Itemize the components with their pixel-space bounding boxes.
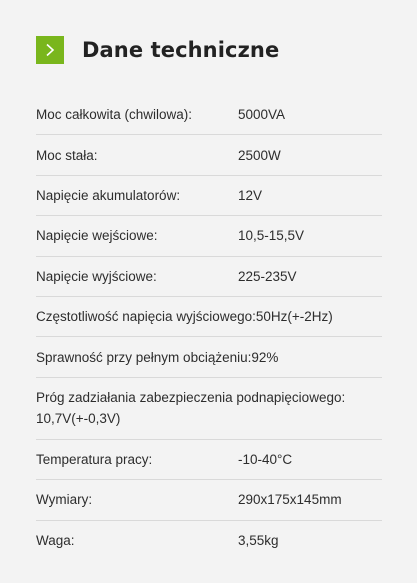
spec-text: Próg zadziałania zabezpieczenia podnapięciowego: 10,7V(+-0,3V) <box>36 389 346 426</box>
section-header <box>36 36 382 64</box>
spec-row-operating-temperature <box>36 440 382 480</box>
spec-value: 290x175x145mm <box>238 492 342 508</box>
spec-label: Napięcie wyjściowe: <box>36 268 157 284</box>
chevron-right-icon <box>36 36 64 64</box>
spec-value: 12V <box>238 187 263 203</box>
spec-label: Waga: <box>36 533 75 549</box>
spec-label: Temperatura pracy: <box>36 451 153 467</box>
spec-row-continuous-power <box>36 135 382 175</box>
spec-label: Napięcie wejściowe: <box>36 228 158 244</box>
spec-value: 5000VA <box>238 107 286 123</box>
spec-value: 225-235V <box>238 268 297 284</box>
spec-row-dimensions <box>36 480 382 520</box>
spec-text: Częstotliwość napięcia wyjściowego:50Hz(+-2Hz) <box>36 309 333 325</box>
spec-label: Wymiary: <box>36 492 93 508</box>
spec-row-total-power <box>36 95 382 135</box>
spec-row-battery-voltage <box>36 176 382 216</box>
spec-value: 3,55kg <box>238 533 279 549</box>
spec-row-undervoltage-threshold <box>36 378 382 440</box>
spec-value: -10-40°C <box>238 451 293 467</box>
spec-label: Napięcie akumulatorów: <box>36 187 181 203</box>
spec-row-weight <box>36 521 382 561</box>
spec-row-output-frequency <box>36 297 382 337</box>
spec-label: Moc całkowita (chwilowa): <box>36 107 193 123</box>
spec-text: Sprawność przy pełnym obciążeniu:92% <box>36 349 279 365</box>
spec-row-efficiency <box>36 337 382 377</box>
spec-label: Moc stała: <box>36 147 98 163</box>
section-title: Dane techniczne <box>82 38 280 62</box>
spec-value: 10,5-15,5V <box>238 228 305 244</box>
spec-value: 2500W <box>238 147 281 163</box>
spec-row-input-voltage <box>36 216 382 256</box>
specs-list <box>36 95 382 561</box>
spec-row-output-voltage <box>36 257 382 297</box>
